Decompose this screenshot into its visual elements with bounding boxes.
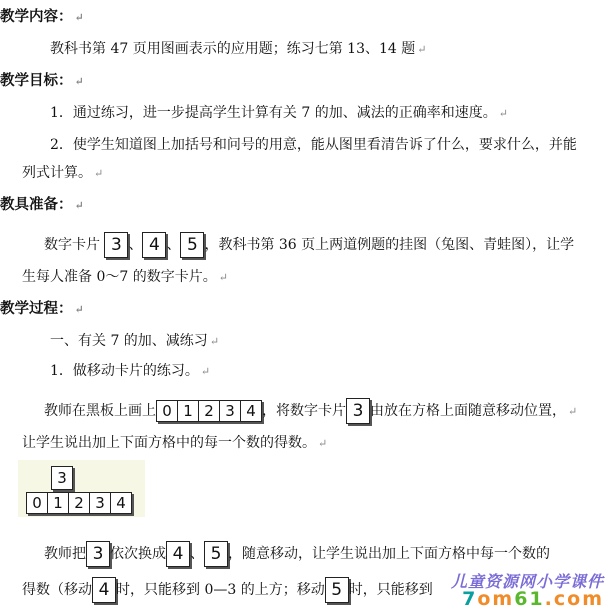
card-4: 4 bbox=[166, 541, 190, 567]
card-5: 5 bbox=[204, 541, 228, 567]
number-card-5: 5 bbox=[180, 232, 204, 258]
heading-tools: 教具准备： ↵ bbox=[0, 196, 84, 213]
teacher-a-line2: 让学生说出加上下面方格中的每一个数的得数。 ↵ bbox=[22, 435, 328, 451]
content-text: 教科书第 47 页用图画表示的应用题；练习七第 13、14 题 ↵ bbox=[50, 41, 427, 57]
card-grid-diagram bbox=[18, 460, 145, 517]
goal-2-line2: 列式计算。 ↵ bbox=[22, 165, 104, 181]
card-4-move: 4 bbox=[92, 577, 116, 603]
moving-card: 3 bbox=[346, 398, 370, 424]
diagram-digit-grid: 0 1 2 3 4 bbox=[26, 492, 132, 514]
diagram-card-3: 3 bbox=[51, 466, 73, 490]
heading-process: 教学过程： ↵ bbox=[0, 300, 84, 317]
tools-line1: 数字卡片 3 、 4 、 5 ，教科书第 36 页上两道例题的挂图（兔图、青蛙图），让学 bbox=[44, 232, 574, 258]
number-card-3: 3 bbox=[104, 232, 128, 258]
goal-1: 1．通过练习，进一步提高学生计算有关 7 的加、减法的正确率和速度。 ↵ bbox=[50, 105, 508, 121]
watermark-logo: 7om61.com bbox=[462, 588, 604, 610]
teacher-a-line1: 教师在黑板上画上 0 1 2 3 4 ，将数字卡片 3 由放在方格上面随意移动位置， ↵ bbox=[44, 398, 577, 425]
card-5-move: 5 bbox=[325, 577, 349, 603]
watermark-title: 儿童资源网小学课件 bbox=[450, 572, 604, 591]
site-watermark bbox=[394, 569, 604, 609]
heading-content: 教学内容： ↵ bbox=[0, 8, 84, 25]
heading-goals: 教学目标： ↵ bbox=[0, 72, 84, 89]
process-1: 一、有关 7 的加、减练习 ↵ bbox=[50, 333, 220, 349]
number-card-4: 4 bbox=[142, 232, 166, 258]
tools-line2: 生每人准备 0～7 的数字卡片。 ↵ bbox=[22, 269, 228, 285]
card-3: 3 bbox=[86, 541, 110, 567]
digit-grid-inline: 0 1 2 3 4 bbox=[156, 400, 262, 422]
last-line: 得数（移动 4 时，只能移到 0—3 的上方；移动 5 时，只能移到 bbox=[22, 576, 433, 604]
teacher-b-line: 教师把 3 依次换成 4 、 5 ，随意移动，让学生说出加上下面方格中每一个数的 bbox=[44, 540, 550, 568]
process-1-1: 1．做移动卡片的练习。 ↵ bbox=[50, 363, 211, 379]
goal-2-line1: 2．使学生知道图上加括号和问号的用意，能从图里看清告诉了什么，要求什么，并能 bbox=[50, 137, 577, 153]
